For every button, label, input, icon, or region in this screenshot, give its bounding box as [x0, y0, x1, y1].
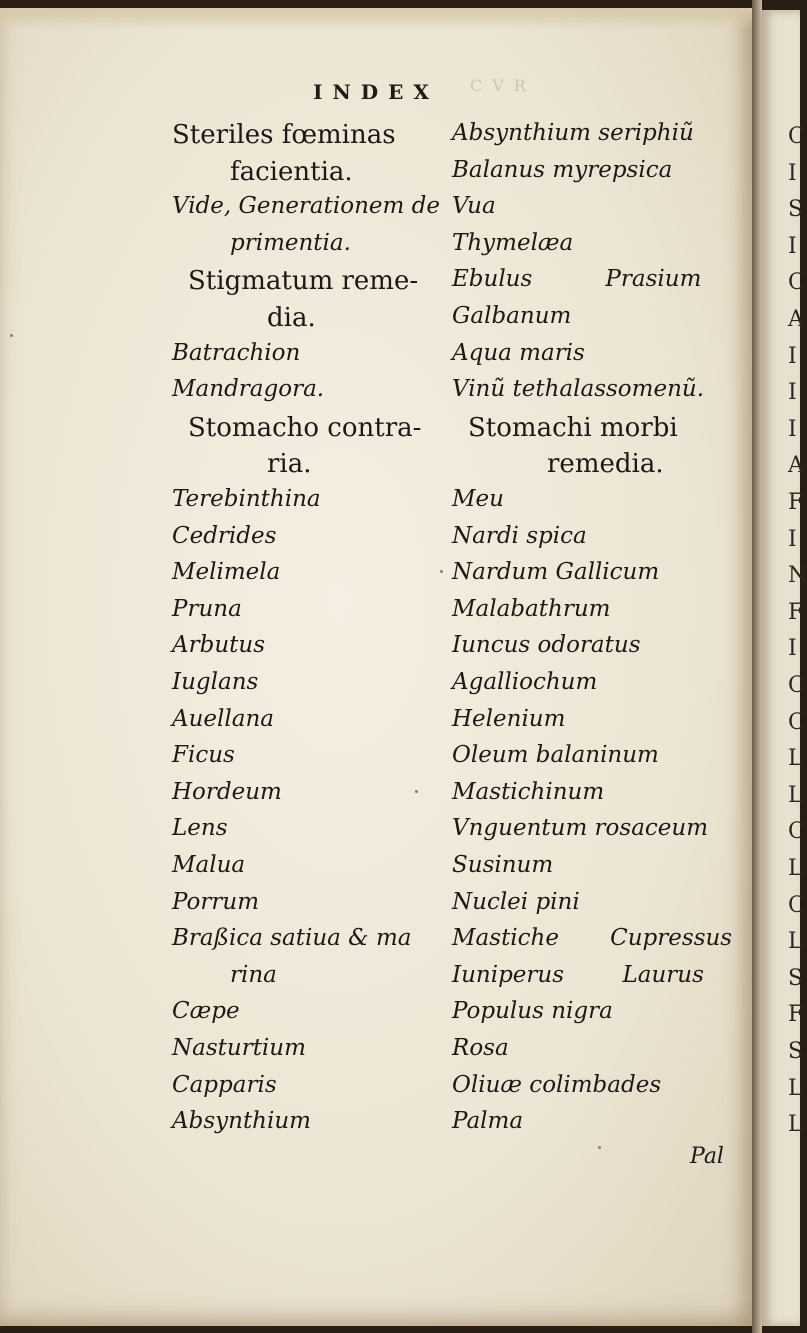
left-column-entry: Pruna — [172, 595, 242, 622]
left-column-entry: Stomacho contra- — [188, 412, 422, 443]
left-column-entry: Arbutus — [172, 632, 265, 659]
right-column-entry: remedia. — [547, 449, 664, 480]
facing-page-letter: I — [788, 160, 797, 186]
right-column-entry: Palma — [452, 1108, 524, 1135]
right-column-entry: Stomachi morbi — [468, 412, 678, 443]
right-column-entry: Vinũ tethalassomenũ. — [452, 376, 705, 403]
facing-page-letter: S — [788, 1039, 804, 1064]
right-column-entry: Malabathrum — [452, 595, 611, 622]
right-column-entry: Mastiche Cupressus — [452, 925, 733, 952]
left-column-entry: Lens — [172, 815, 228, 842]
left-column-entry: Hordeum — [172, 778, 282, 805]
catchword: Pal — [690, 1144, 724, 1169]
facing-page-letter: F — [788, 490, 804, 515]
right-column-entry: Nardum Gallicum — [452, 559, 660, 586]
facing-page-letter: F — [788, 599, 804, 625]
facing-page-letter: F — [788, 1002, 804, 1028]
facing-page-letter: C — [788, 819, 805, 845]
left-column-entry: Cedrides — [172, 522, 277, 549]
facing-page-letter: N — [788, 563, 807, 589]
right-column-entry: Rosa — [452, 1035, 509, 1061]
right-column-entry: Nardi spica — [452, 522, 587, 549]
facing-page-letter: C — [788, 709, 805, 735]
facing-page-letter: I — [788, 233, 797, 259]
right-column-entry: Iuniperus Laurus — [452, 961, 704, 988]
facing-page-letter: C — [788, 673, 805, 698]
facing-page-letter: C — [788, 892, 805, 918]
right-column-entry: Nuclei pini — [452, 888, 580, 915]
book-page — [0, 8, 752, 1326]
facing-page-letter: A — [788, 307, 804, 332]
page-spot — [415, 790, 418, 793]
facing-page-letter: I — [788, 343, 797, 369]
right-column-entry: Susinum — [452, 852, 554, 878]
facing-page-edge — [762, 10, 807, 1326]
page-spot — [598, 1146, 601, 1149]
facing-page-letter: C — [788, 124, 805, 149]
left-column-entry: Melimela — [172, 559, 281, 586]
left-column-entry: Braßica satiua & ma — [172, 925, 412, 952]
left-column-entry: Iuglans — [172, 669, 259, 695]
right-column-entry: Oliuæ colimbades — [452, 1071, 662, 1098]
facing-page-letter: I — [788, 526, 797, 552]
left-column-entry: Cæpe — [172, 998, 240, 1025]
right-column-entry: Helenium — [452, 705, 566, 732]
facing-page-letter: I — [788, 636, 797, 662]
left-column-entry: Batrachion — [172, 339, 301, 366]
facing-page-letter: L — [788, 1112, 803, 1138]
page-spot — [10, 334, 13, 337]
right-column-entry: Agalliochum — [452, 669, 598, 695]
facing-page-letter: S — [788, 197, 804, 223]
left-column-entry: Porrum — [172, 888, 260, 915]
page-header: INDEX — [313, 80, 439, 104]
facing-page-letter: C — [788, 270, 805, 296]
facing-page-letter: L — [788, 782, 803, 808]
right-column-entry: Meu — [452, 486, 504, 512]
left-column-entry: Malua — [172, 852, 246, 878]
left-column-entry: Ficus — [172, 742, 235, 769]
bleed-through-header: CVR — [470, 76, 536, 95]
left-column-entry: Capparis — [172, 1071, 277, 1098]
left-column-entry: Absynthium — [172, 1108, 311, 1135]
left-column-entry: facientia. — [230, 156, 353, 187]
right-column-entry: Galbanum — [452, 303, 572, 329]
left-column-entry: dia. — [267, 303, 316, 333]
left-column-entry: Auellana — [172, 705, 274, 732]
left-column-entry: Vide, Generationem de — [172, 193, 440, 220]
facing-page-letter: I — [788, 416, 797, 442]
right-column-entry: Ebulus Prasium — [452, 266, 702, 293]
right-column-entry: Aqua maris — [452, 339, 585, 366]
right-column-entry: Balanus myrepsica — [452, 156, 673, 183]
right-column-entry: Mastichinum — [452, 778, 605, 805]
right-column-entry: Absynthium seriphiũ — [452, 120, 694, 146]
right-column-entry: Oleum balaninum — [452, 742, 659, 769]
left-column-entry: rina — [230, 961, 277, 988]
left-column-entry: Stigmatum reme- — [188, 266, 419, 297]
right-column-entry: Vua — [452, 193, 496, 220]
page-spot — [440, 570, 443, 573]
facing-page-letter: L — [788, 746, 803, 772]
right-column-entry: Populus nigra — [452, 998, 613, 1025]
left-column-entry: Nasturtium — [172, 1035, 306, 1061]
left-column-entry: Mandragora. — [172, 376, 325, 403]
right-column-entry: Iuncus odoratus — [452, 632, 641, 659]
left-column-entry: Steriles fœminas — [172, 120, 396, 150]
facing-page-letter: L — [788, 1075, 803, 1101]
facing-page-letter: I — [788, 380, 797, 406]
facing-page-letter: A — [788, 453, 804, 479]
left-column-entry: primentia. — [230, 229, 351, 256]
page-stain — [0, 8, 752, 30]
facing-page-letter: L — [788, 856, 803, 881]
facing-page-letter: L — [788, 929, 803, 955]
left-column-entry: ria. — [267, 449, 312, 480]
left-column-entry: Terebinthina — [172, 486, 321, 512]
book-gutter — [752, 0, 762, 1333]
facing-page-letter: S — [788, 965, 804, 991]
right-column-entry: Thymelæa — [452, 229, 574, 256]
right-column-entry: Vnguentum rosaceum — [452, 815, 709, 842]
